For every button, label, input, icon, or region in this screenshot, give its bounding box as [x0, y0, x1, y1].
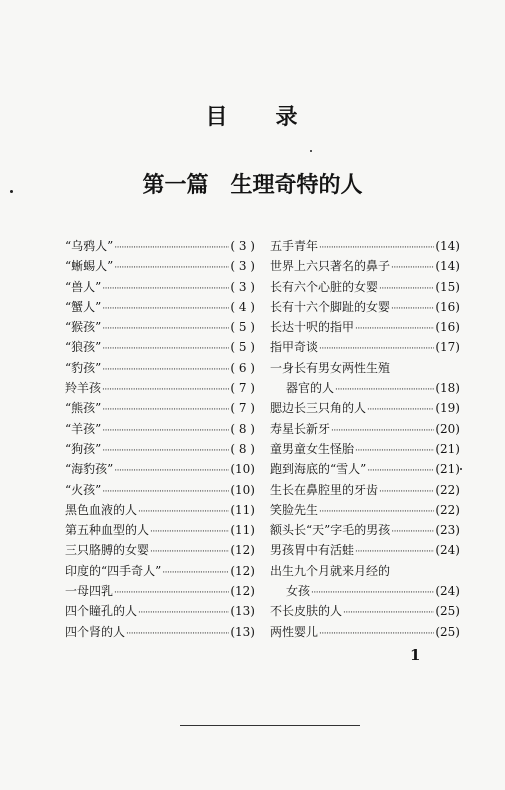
toc-leader-dots — [319, 624, 434, 644]
toc-entry-page: (12) — [230, 543, 255, 558]
toc-entry — [270, 317, 460, 337]
page-number: 1 — [410, 646, 421, 664]
toc-entry — [65, 317, 255, 337]
toc-leader-dots — [391, 299, 434, 319]
toc-leader-dots — [311, 583, 434, 603]
toc-leader-dots — [114, 461, 229, 481]
toc-entry — [65, 398, 255, 418]
toc-entry-title: 第五种血型的人 — [65, 523, 150, 538]
toc-leader-dots — [391, 522, 434, 542]
toc-entry-title: 长有十六个脚趾的女婴 — [270, 299, 391, 314]
toc-entry — [65, 581, 255, 601]
toc-leader-dots — [102, 279, 229, 299]
toc-entry-page: (16) — [435, 320, 460, 335]
part-label: 第一篇 — [142, 172, 209, 198]
toc-entry — [65, 459, 255, 479]
toc-leader-dots — [114, 258, 229, 278]
toc-leader-dots — [102, 339, 229, 359]
toc-entry-page: (12) — [230, 584, 255, 599]
toc-entry-page: ( 8 ) — [230, 421, 255, 436]
toc-entry — [65, 601, 255, 621]
toc-leader-dots — [138, 603, 229, 623]
toc-column-left — [65, 236, 255, 642]
toc-entry-title: 一母四乳 — [65, 584, 114, 599]
toc-entry — [65, 540, 255, 560]
toc-leader-dots — [162, 563, 229, 583]
toc-entry — [65, 439, 255, 459]
toc-entry — [270, 256, 460, 276]
toc-entry-page: (24) — [435, 584, 460, 599]
toc-entry — [65, 561, 255, 581]
toc-entry-page: (20) — [435, 421, 460, 436]
toc-entry-title: 额头长“天”字毛的男孩 — [270, 523, 391, 538]
toc-leader-dots — [138, 502, 229, 522]
toc-entry — [270, 358, 460, 378]
toc-leader-dots — [379, 279, 434, 299]
toc-entry — [65, 500, 255, 520]
toc-entry-page: (13) — [230, 604, 255, 619]
toc-entry — [65, 358, 255, 378]
toc-leader-dots — [114, 238, 229, 258]
toc-entry-title: 男孩胃中有活蛙 — [270, 543, 355, 558]
print-speck — [460, 468, 462, 470]
toc-entry-title: 生长在鼻腔里的牙齿 — [270, 482, 379, 497]
toc-entry-title: 长达十呎的指甲 — [270, 320, 355, 335]
toc-entry-page: (14) — [435, 239, 460, 253]
toc-entry-title: 黑色血液的人 — [65, 502, 138, 517]
footer-rule — [180, 725, 360, 726]
toc-entry — [65, 277, 255, 297]
toc-entry-title: “猴孩” — [65, 320, 102, 335]
toc-leader-dots — [102, 360, 229, 380]
toc-leader-dots — [319, 502, 434, 522]
toc-entry-title: 三只胳膊的女婴 — [65, 543, 150, 558]
toc-leader-dots — [102, 319, 229, 339]
contents-heading-left: 目 — [205, 105, 230, 130]
toc-entry-page: (18) — [435, 381, 460, 396]
toc-entry-title: 跑到海底的“雪人” — [270, 462, 367, 477]
toc-leader-dots — [355, 319, 434, 339]
toc-leader-dots — [319, 238, 434, 258]
toc-entry — [65, 480, 255, 500]
toc-leader-dots — [102, 299, 229, 319]
toc-entry-title: “火孩” — [65, 482, 102, 497]
toc-leader-dots — [367, 400, 434, 420]
part-title — [0, 168, 505, 199]
toc-entry-page: (13) — [230, 624, 255, 639]
toc-entry-page: (11) — [230, 502, 255, 517]
toc-leader-dots — [102, 421, 229, 441]
toc-entry — [65, 337, 255, 357]
toc-entry-title: 两性婴儿 — [270, 624, 319, 639]
toc-leader-dots — [355, 441, 434, 461]
toc-entry-title: “狼孩” — [65, 340, 102, 355]
toc-entry-page: (10) — [230, 462, 255, 477]
toc-entry-title: “狗孩” — [65, 441, 102, 456]
toc-entry-title: “熊孩” — [65, 401, 102, 416]
toc-entry-page: (21) — [435, 441, 460, 456]
toc-entry — [270, 561, 460, 581]
toc-entry-title: 腮边长三只角的人 — [270, 401, 367, 416]
toc-entry-page: ( 3 ) — [230, 279, 255, 294]
toc-entry-title: 五手青年 — [270, 239, 319, 253]
toc-entry-page: ( 5 ) — [230, 340, 255, 355]
toc-entry-page: (22) — [435, 502, 460, 517]
toc-entry — [270, 622, 460, 642]
toc-entry-title: 长有六个心脏的女婴 — [270, 279, 379, 294]
toc-entry — [270, 480, 460, 500]
toc-entry — [65, 378, 255, 398]
toc-entry-page: ( 7 ) — [230, 381, 255, 396]
toc-entry-page: (14) — [435, 259, 460, 274]
toc-entry-page: (11) — [230, 523, 255, 538]
toc-entry-page: (15) — [435, 279, 460, 294]
toc-entry-page: ( 5 ) — [230, 320, 255, 335]
toc-entry-title: “豹孩” — [65, 360, 102, 375]
toc-entry-title: “蟹人” — [65, 299, 102, 314]
toc-leader-dots — [335, 380, 434, 400]
contents-heading-right: 录 — [275, 105, 300, 130]
toc-entry-title: “羊孩” — [65, 421, 102, 436]
toc-entry — [270, 439, 460, 459]
print-speck — [10, 190, 13, 193]
toc-entry-title: 四个瞳孔的人 — [65, 604, 138, 619]
toc-entry-title: “海豹孩” — [65, 462, 114, 477]
toc-leader-dots — [126, 624, 229, 644]
toc-leader-dots — [114, 583, 229, 603]
toc-entry-page: (19) — [435, 401, 460, 416]
toc-entry-title: 世界上六只著名的鼻子 — [270, 259, 391, 274]
toc-leader-dots — [102, 380, 229, 400]
toc-entry-title: 四个肾的人 — [65, 624, 126, 639]
toc-entry-page: (25) — [435, 624, 460, 639]
toc-entry — [270, 520, 460, 540]
toc-entry — [270, 540, 460, 560]
contents-heading — [0, 100, 505, 131]
toc-leader-dots — [319, 339, 434, 359]
toc-leader-dots — [391, 258, 434, 278]
toc-entry — [270, 337, 460, 357]
toc-entry-title: 出生九个月就来月经的 — [270, 563, 391, 578]
toc-entry-title: 器官的人 — [286, 381, 335, 396]
toc-leader-dots — [150, 522, 229, 542]
toc-entry — [270, 297, 460, 317]
toc-entry-title: 寿星长新牙 — [270, 421, 331, 436]
toc-leader-dots — [343, 603, 434, 623]
toc-leader-dots — [331, 421, 434, 441]
toc-entry — [65, 297, 255, 317]
toc-entry — [65, 236, 255, 256]
toc-entry-page: ( 8 ) — [230, 441, 255, 456]
toc-entry-page: ( 4 ) — [230, 299, 255, 314]
toc-entry-page: (25) — [435, 604, 460, 619]
toc-entry — [65, 256, 255, 276]
toc-entry-page: ( 7 ) — [230, 401, 255, 416]
toc-entry-page: ( 3 ) — [230, 259, 255, 274]
toc-entry-title: 印度的“四手奇人” — [65, 563, 162, 578]
toc-leader-dots — [102, 400, 229, 420]
toc-entry-title: “蜥蜴人” — [65, 259, 114, 274]
toc-entry-page: (24) — [435, 543, 460, 558]
toc-entry — [65, 419, 255, 439]
toc-entry-title: 女孩 — [286, 584, 311, 599]
toc-entry — [270, 419, 460, 439]
toc-leader-dots — [355, 542, 434, 562]
print-speck — [310, 150, 312, 152]
toc-entry-page: (23) — [435, 523, 460, 538]
toc-entry-page: ( 6 ) — [230, 360, 255, 375]
toc-entry-page: (22) — [435, 482, 460, 497]
toc-entry-title: 羚羊孩 — [65, 381, 102, 396]
toc-entry-title: 一身长有男女两性生殖 — [270, 360, 391, 375]
toc-entry — [65, 520, 255, 540]
toc-entry-page: (17) — [435, 340, 460, 355]
toc-leader-dots — [367, 461, 434, 481]
toc-entry-title: 童男童女生怪胎 — [270, 441, 355, 456]
toc-entry — [270, 500, 460, 520]
toc-entry-title: 不长皮肤的人 — [270, 604, 343, 619]
toc-entry — [270, 601, 460, 621]
toc-entry-page: (21) — [435, 462, 460, 477]
toc-entry — [270, 378, 460, 398]
toc-entry-title: 笑脸先生 — [270, 502, 319, 517]
toc-entry-title: “乌鸦人” — [65, 239, 114, 253]
toc-entry-title: “兽人” — [65, 279, 102, 294]
toc-entry-title: 指甲奇谈 — [270, 340, 319, 355]
toc-leader-dots — [379, 482, 434, 502]
toc-entry — [270, 277, 460, 297]
toc-leader-dots — [102, 441, 229, 461]
toc-entry-page: (12) — [230, 563, 255, 578]
toc-entry-page: (10) — [230, 482, 255, 497]
toc-entry — [270, 581, 460, 601]
toc-entry — [270, 398, 460, 418]
toc-entry — [270, 459, 460, 479]
toc-column-right — [270, 236, 460, 642]
toc-entry-page: (16) — [435, 299, 460, 314]
toc-entry — [65, 622, 255, 642]
toc-entry-page: ( 3 ) — [230, 239, 255, 253]
toc-leader-dots — [102, 482, 229, 502]
part-name: 生理奇特的人 — [230, 172, 363, 198]
toc-leader-dots — [150, 542, 229, 562]
toc-entry — [270, 236, 460, 256]
